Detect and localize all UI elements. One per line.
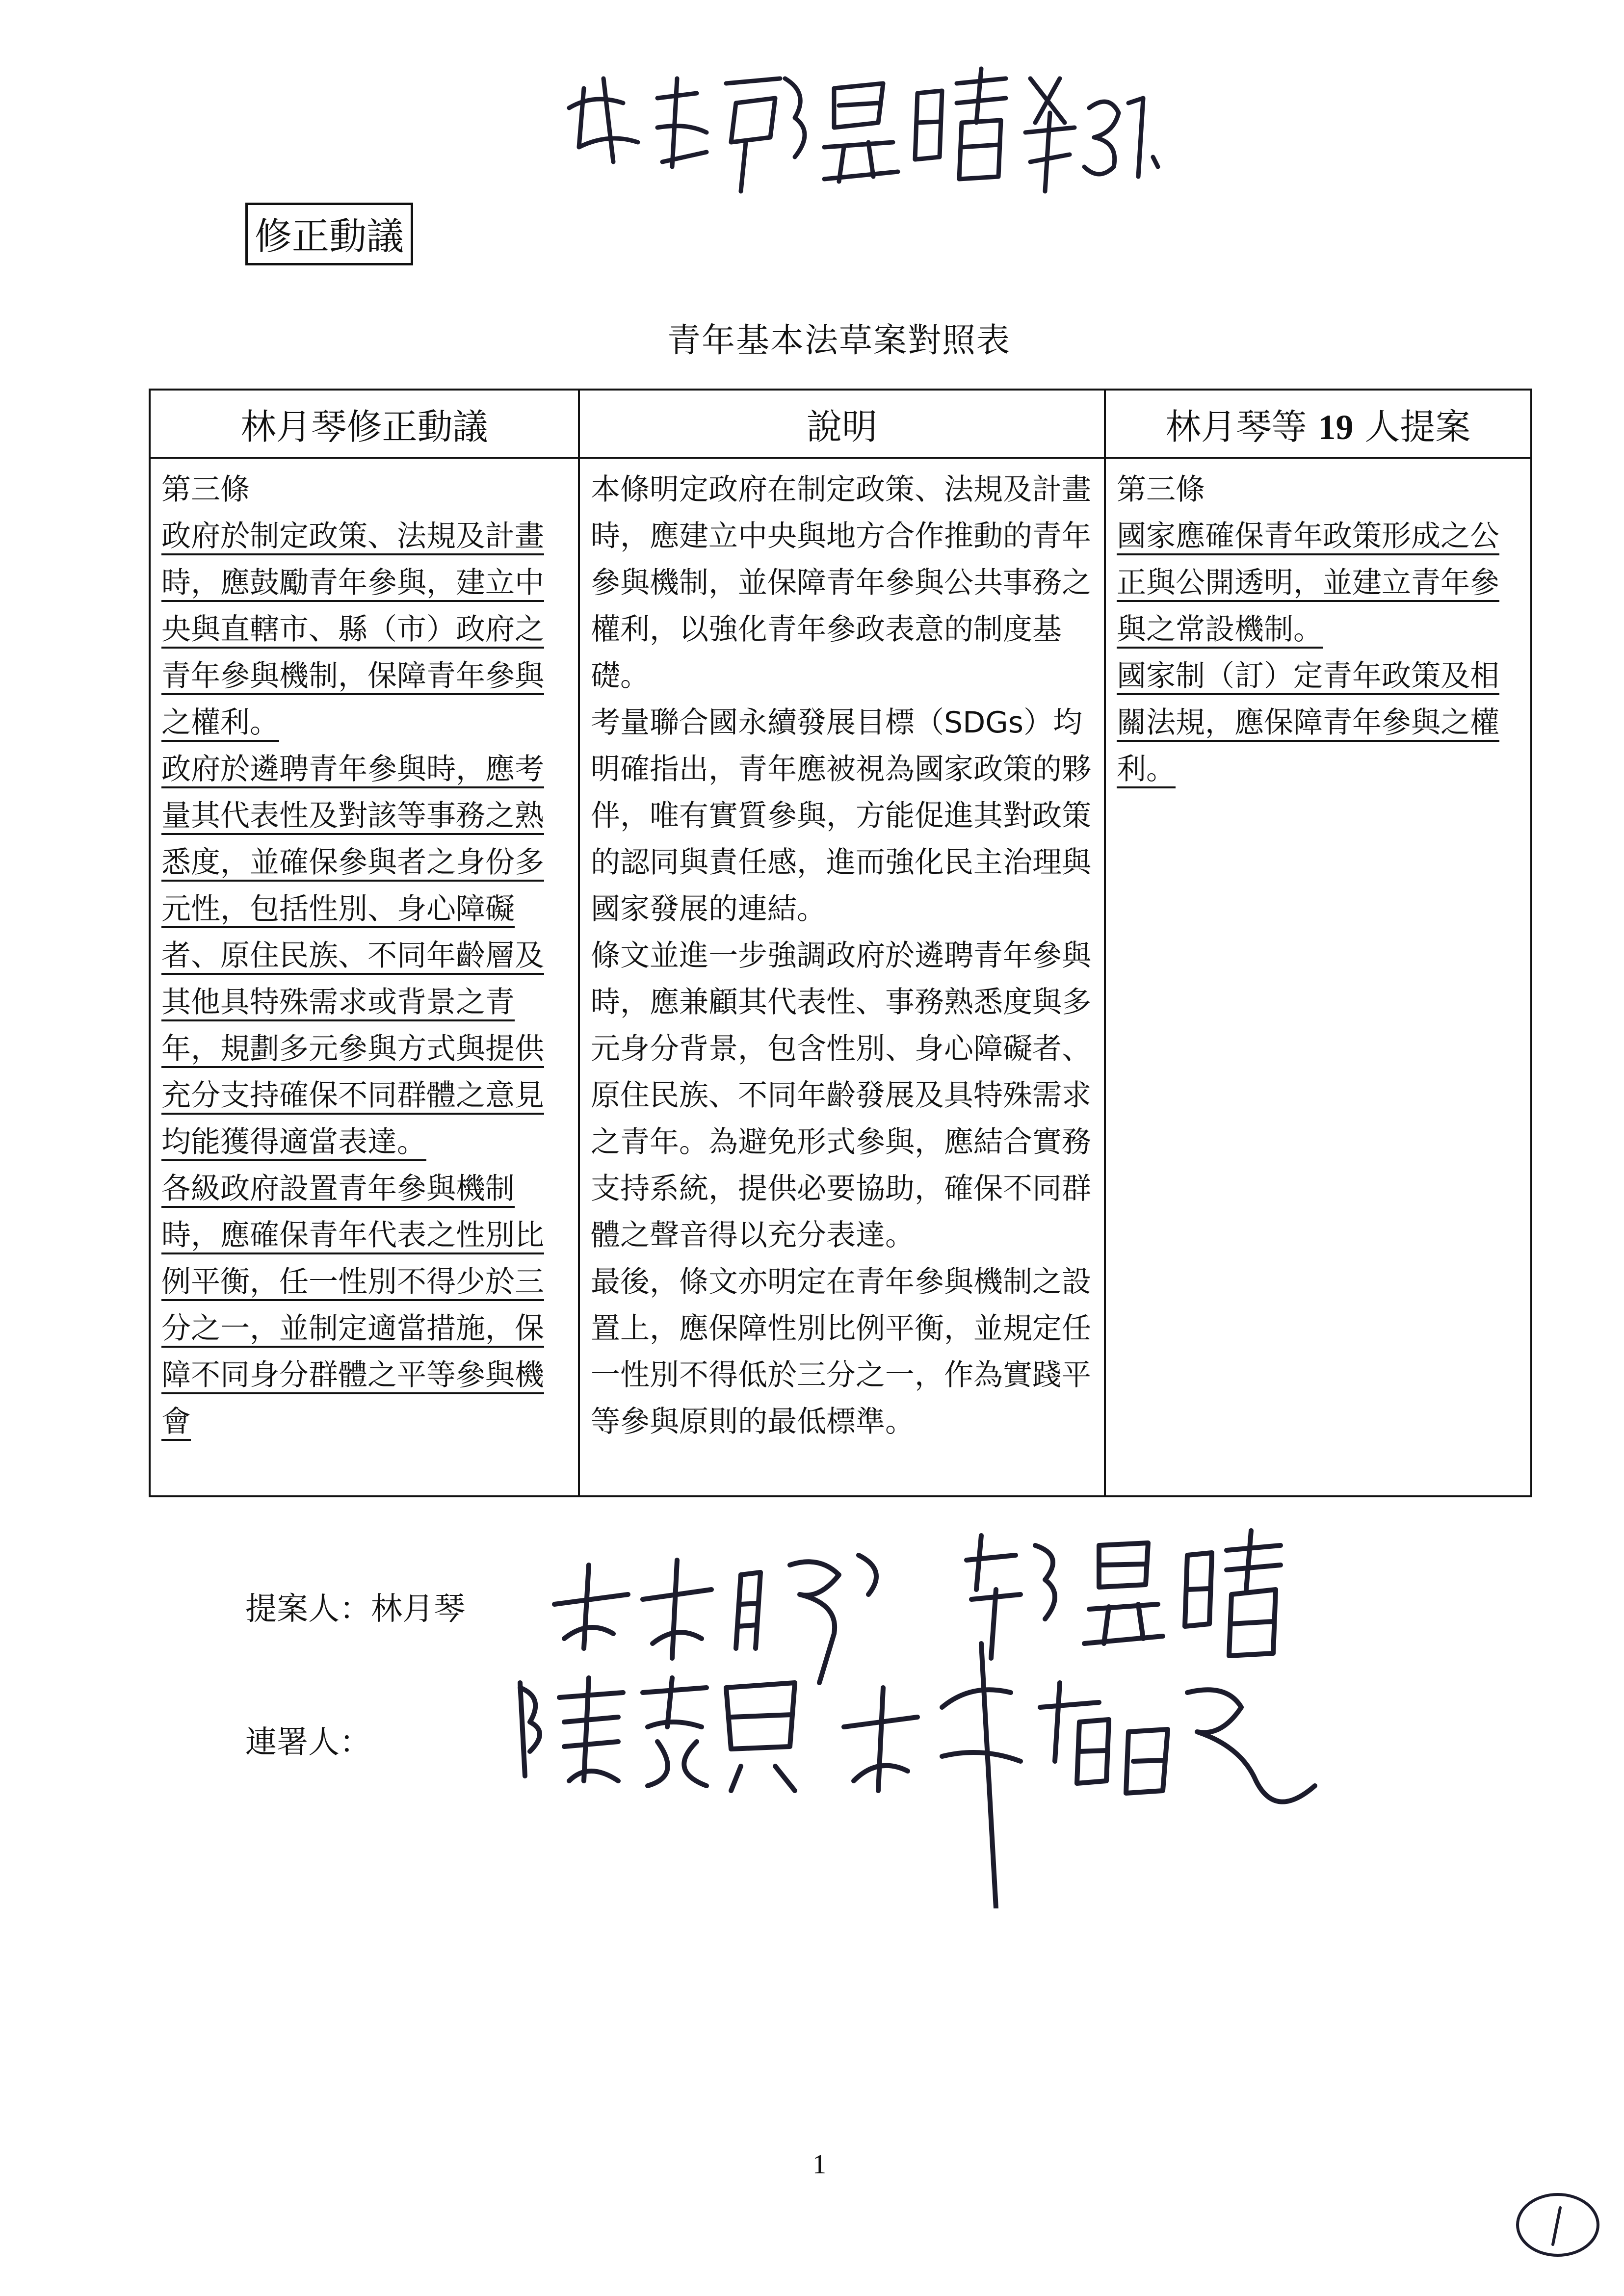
amendment-paragraph: 政府於制定政策、法規及計畫時，應鼓勵青年參與，建立中央與直轄市、縣（市）政府之青年參與機制，保障青年參與之權利。 xyxy=(161,513,567,746)
header-original-count: 19 xyxy=(1318,407,1354,447)
document-title: 青年基本法草案對照表 xyxy=(667,321,1011,360)
amendment-article: 第三條 xyxy=(161,472,250,507)
page-circle-mark xyxy=(1511,2188,1604,2262)
comparison-table xyxy=(149,389,1532,1497)
amendment-cell xyxy=(150,458,579,1496)
signature-cosigner-1 xyxy=(510,1668,810,1796)
header-original-proposal: 林月琴等 19 人提案 xyxy=(1105,390,1531,458)
amendment-label-box: 修正動議 xyxy=(245,203,413,265)
amendment-paragraph: 政府於遴聘青年參與時，應考量其代表性及對該等事務之熟悉度，並確保參與者之身份多元性，包括性別、身心障礙者、原住民族、不同年齡層及其他具特殊需求或背景之青年，規劃多元參與方式與提供充分支持確保不同群體之意見均能獲得適當表達。 xyxy=(161,746,567,1166)
signature-cosigner-2 xyxy=(834,1634,1349,1908)
page-number: 1 xyxy=(812,2149,826,2180)
amendment-paragraph: 各級政府設置青年參與機制時，應確保青年代表之性別比例平衡，任一性別不得少於三分之一，並制定適當措施，保障不同身分群體之平等參與機會 xyxy=(161,1166,567,1445)
original-paragraph: 國家制（訂）定青年政策及相關法規，應保障青年參與之權利。 xyxy=(1117,653,1519,793)
explanation-paragraph: 本條明定政府在制定政策、法規及計畫時，應建立中央與地方合作推動的青年參與機制，並保障青年參與公共事務之權利，以強化青年參政表意的制度基礎。 xyxy=(591,472,1091,693)
handwritten-note-graphic xyxy=(550,49,1168,196)
explanation-paragraph: 條文並進一步強調政府於遴聘青年參與時，應兼顧其代表性、事務熟悉度與多元身分背景，包含性別、身心障礙者、原住民族、不同年齡發展及具特殊需求之青年。為避免形式參與，應結合實務支持系統，提供必要協助，確保不同群體之聲音得以充分表達。 xyxy=(591,939,1091,1252)
explanation-cell xyxy=(579,458,1105,1496)
explanation-paragraph: 考量聯合國永續發展目標（SDGs）均明確指出，青年應被視為國家政策的夥伴，唯有實質參與，方能促進其對政策的認同與責任感，進而強化民主治理與國家發展的連結。 xyxy=(591,705,1091,926)
original-article: 第三條 xyxy=(1117,472,1205,507)
header-explanation: 說明 xyxy=(579,390,1105,458)
proposer-label: 提案人：林月琴 xyxy=(245,1591,465,1627)
original-paragraph: 國家應確保青年政策形成之公正與公開透明，並建立青年參與之常設機制。 xyxy=(1117,513,1519,653)
original-proposal-cell xyxy=(1105,458,1531,1496)
cosigner-label: 連署人： xyxy=(245,1724,371,1761)
explanation-paragraph: 最後，條文亦明定在青年參與機制之設置上，應保障性別比例平衡，並規定任一性別不得低於三分之一，作為實踐平等參與原則的最低標準。 xyxy=(591,1265,1091,1439)
header-amendment: 林月琴修正動議 xyxy=(150,390,579,458)
